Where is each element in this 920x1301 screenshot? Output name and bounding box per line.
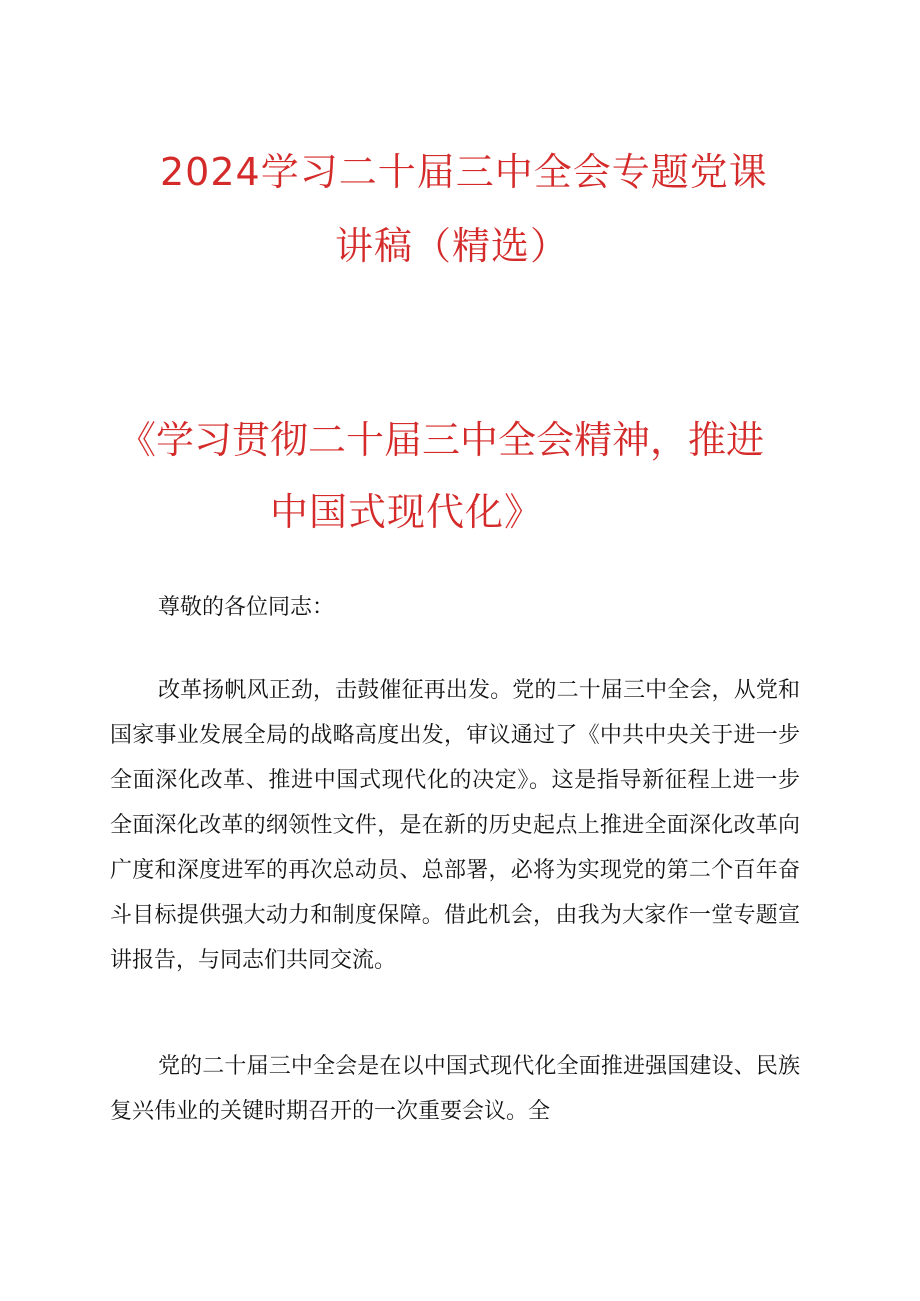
paragraph-1: 改革扬帆风正劲，击鼓催征再出发。党的二十届三中全会，从党和国家事业发展全局的战略高度出发，审议通过了《中共中央关于进一步全面深化改革、推进中国式现代化的决定》。这是指导新征程上进一步全面深化改革的纲领性文件，是在新的历史起点上推进全面深化改革向广度和深度进军的再次总动员、总部署，必将为实现党的第二个百年奋斗目标提供强大动力和制度保障。借此机会，由我为大家作一堂专题宣讲报告，与同志们共同交流。 (110, 678, 800, 973)
document-title-line-1: 2024学习二十届三中全会专题党课 (160, 150, 768, 194)
paragraph-2: 党的二十届三中全会是在以中国式现代化全面推进强国建设、民族复兴伟业的关键时期召开的一次重要会议。全 (110, 1054, 800, 1124)
document-title-line-2: 讲稿（精选） (335, 224, 570, 268)
greeting: 尊敬的各位同志： (158, 595, 335, 620)
document-subtitle-line-2: 中国式现代化》 (270, 490, 544, 534)
document-subtitle-line-1: 《学习贯彻二十届三中全会精神，推进 (118, 418, 765, 462)
